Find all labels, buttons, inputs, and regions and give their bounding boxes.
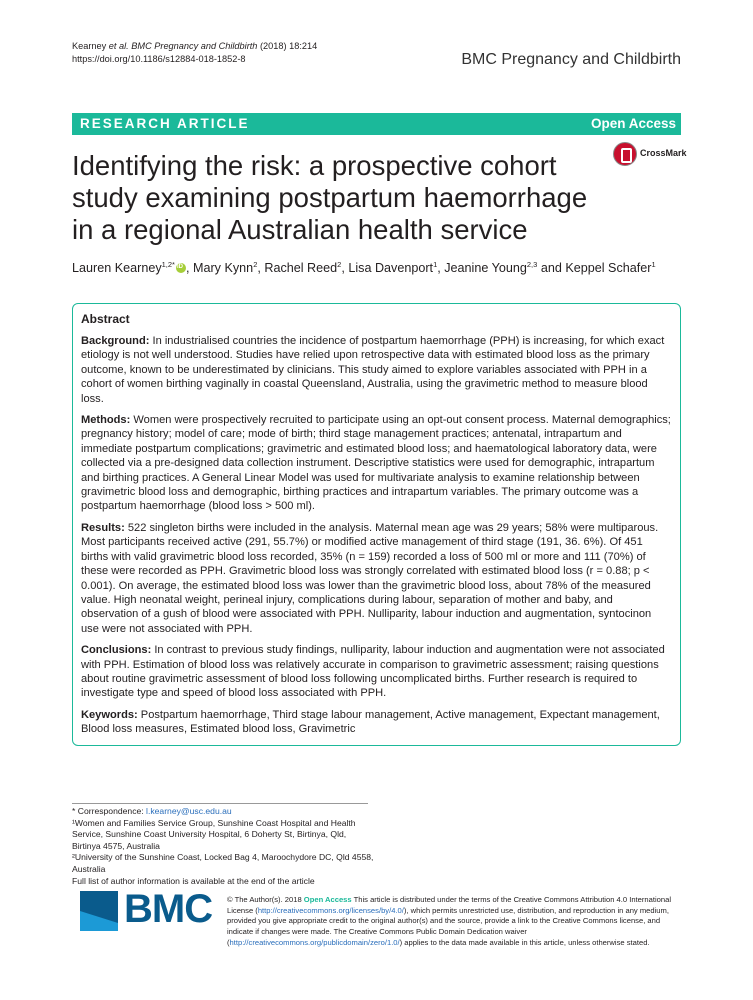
license-text-3: ) applies to the data made available in this article, unless otherwise stated. <box>399 937 650 947</box>
abstract-heading: Abstract <box>81 312 130 326</box>
license-open-access: Open Access <box>303 895 352 904</box>
author-affiliation-sup: 1 <box>651 260 656 269</box>
orcid-icon[interactable] <box>176 263 186 273</box>
author-name[interactable]: Jeanine Young <box>444 261 527 276</box>
author-separator: and <box>537 261 566 276</box>
author-info-note: Full list of author information is available at the end of the article <box>72 875 315 886</box>
cc-zero-link[interactable]: http://creativecommons.org/publicdomain/zero/1.0/ <box>229 937 400 947</box>
abstract-body <box>81 334 671 744</box>
section-text: In contrast to previous study findings, nulliparity, labour induction and augmentation were not associated with PPH. Estimation of blood loss was relatively accurate in comparison to gravimetric assessment; raising questions about routine gravimetric assessment of blood loss following uncomplicated births. Further research is required to investigate type and speed of blood loss associated with PPH. <box>81 644 665 700</box>
citation-authors: Kearney <box>72 41 107 51</box>
author-affiliation-sup: 2 <box>253 260 258 269</box>
cc-by-link[interactable]: http://creativecommons.org/licenses/by/4.0/ <box>257 905 404 915</box>
author-separator: , <box>341 261 349 276</box>
correspondence-email-link[interactable]: l.kearney@usc.edu.au <box>146 806 232 816</box>
affiliation-2: ²University of the Sunshine Coast, Locked Bag 4, Maroochydore DC, Qld 4558, Australia <box>72 852 374 874</box>
author-affiliation-sup: 2,3 <box>526 260 538 269</box>
crossmark-icon <box>613 142 637 166</box>
author-name[interactable]: Keppel Schafer <box>565 261 652 276</box>
citation-header <box>72 40 317 66</box>
author-affiliation-sup: 2 <box>337 260 342 269</box>
crossmark-label: CrossMark <box>640 148 687 158</box>
abstract-keywords <box>81 708 671 737</box>
author-affiliation-sup: 1,2* <box>161 260 175 269</box>
section-text: Postpartum haemorrhage, Third stage labour management, Active management, Expectant management, Blood loss measures, Estimated blood loss, Gravimetric <box>81 708 660 736</box>
citation-volume: (2018) 18:214 <box>259 41 318 51</box>
bmc-logo <box>80 887 213 935</box>
article-type-label: RESEARCH ARTICLE <box>80 116 250 131</box>
author-separator: , <box>257 261 265 276</box>
article-type-banner <box>72 113 681 135</box>
doi-link[interactable]: https://doi.org/10.1186/s12884-018-1852-8 <box>72 54 246 64</box>
author-separator: , <box>185 261 193 276</box>
abstract-results <box>81 521 671 636</box>
license-text-2: ), which permits unrestricted use, distribution, and reproduction in any medium, provided you give appropriate credit to the original author(s) and the source, provide a link to the Creative Commons license, and indicate if changes were made. The Creative Commons Public Domain Dedication waiver ( <box>227 905 669 947</box>
open-access-label: Open Access <box>590 116 676 131</box>
crossmark-badge[interactable] <box>613 142 689 168</box>
footnotes <box>72 806 377 887</box>
abstract-box <box>72 303 681 746</box>
author-name[interactable]: Mary Kynn <box>192 261 254 276</box>
section-label: Results: <box>81 521 125 534</box>
footnote-divider <box>72 803 368 804</box>
section-label: Background: <box>81 335 150 347</box>
section-label: Keywords: <box>81 708 138 721</box>
license-text-1: This article is distributed under the terms of the Creative Commons Attribution 4.0 International License ( <box>227 895 672 915</box>
author-affiliation-sup: 1 <box>433 260 438 269</box>
citation-etal: et al. <box>108 41 129 51</box>
article-title: Identifying the risk: a prospective cohort study examining postpartum haemorrhage in a regional Australian health service <box>72 150 588 245</box>
journal-name: BMC Pregnancy and Childbirth <box>461 51 681 68</box>
section-text: 522 singleton births were included in the analysis. Maternal mean age was 29 years; 58% were multiparous. Most participants received active (291, 55.7%) or modified active management of third stage (191, 36. 6%). Of 451 births with valid gravimetric blood loss recorded, 35% (n = 159) recorded a loss of 500 ml or more and 111 (70%) of these were recorded as PPH. Gravimetric blood loss was strongly correlated with estimated blood loss (r = 0.88; p < 0.001). On average, the estimated blood loss was lower than the gravimetric blood loss, about 78% of the measured value. High neonatal weight, perineal injury, complications during labour, separation of mother and baby, and observation of a gush of blood were associated with PPH. Nulliparity, labour induction and augmentation, syntocinon use were not associated with PPH. <box>81 521 659 635</box>
author-name[interactable]: Lauren Kearney <box>72 261 162 276</box>
correspondence-label: * Correspondence: <box>72 806 147 816</box>
citation-journal: BMC Pregnancy and Childbirth <box>131 41 258 51</box>
section-text: In industrialised countries the incidence of postpartum haemorrhage (PPH) is increasing, for which exact etiology is not well understood. Studies have relied upon retrospective data with estimated blood loss as the primary outcome, known to be underestimated by clinicians. This study aimed to explore variables associated with PPH in a cohort of women birthing vaginally in coastal Queensland, Australia, using the gravimetric method to measure blood loss. <box>81 335 665 405</box>
author-list <box>72 260 656 275</box>
section-label: Methods: <box>81 414 131 427</box>
affiliation-1: ¹Women and Families Service Group, Sunshine Coast Hospital and Health Service, Sunshine Coast University Hospital, 6 Doherty St, Birtinya, Qld, Birtinya 4575, Australia <box>72 817 356 851</box>
abstract-methods <box>81 413 671 514</box>
abstract-conclusions <box>81 643 671 701</box>
author-name[interactable]: Lisa Davenport <box>348 261 434 276</box>
correspondence <box>72 806 377 818</box>
citation-line <box>72 40 317 53</box>
abstract-background <box>81 334 671 406</box>
section-label: Conclusions: <box>81 644 152 657</box>
bmc-logo-text: BMC <box>124 887 213 931</box>
license-statement <box>227 895 677 949</box>
author-separator: , <box>437 261 445 276</box>
author-name[interactable]: Rachel Reed <box>264 261 338 276</box>
section-text: Women were prospectively recruited to participate using an opt-out consent process. Maternal demographics; pregnancy history; model of care; mode of birth; third stage management practices; antenatal, intrapartum and immediate postpartum complications; gravimetric and estimated blood loss; and haematological laboratory data, were collected via a pre-designed data collection instrument. Descriptive statistics were used for demographic, intrapartum and birthing practices. A General Linear Model was used for multivariate analysis to examine relationship between gravimetric blood loss and demographic, birthing practices and intrapartum variables. The primary outcome was a postpartum haemorrhage (blood loss > 500 ml). <box>81 414 671 513</box>
license-copyright: © The Author(s). 2018 <box>227 895 304 904</box>
